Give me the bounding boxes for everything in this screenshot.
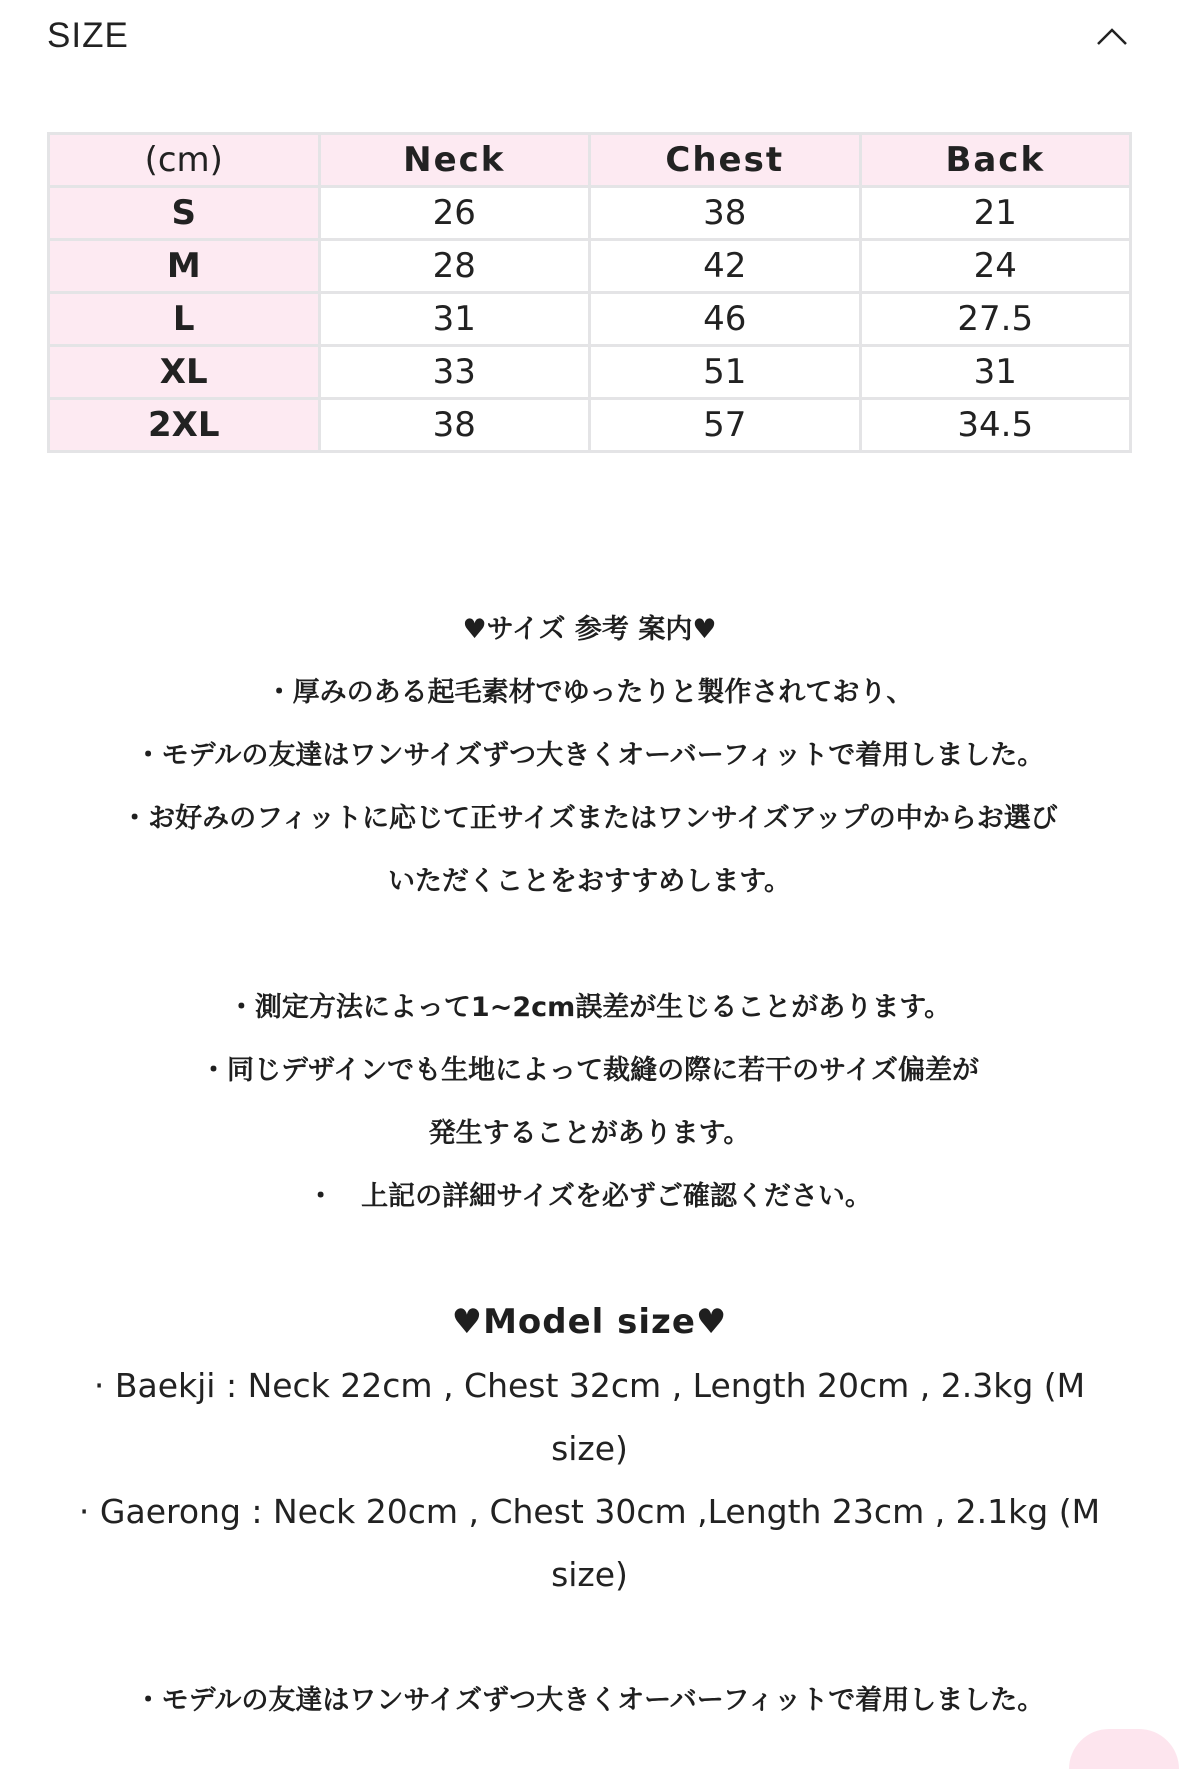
model-info-line: size)	[551, 1555, 628, 1594]
size-note-line: ・同じデザインでも生地によって裁縫の際に若干のサイズ偏差が	[200, 1055, 979, 1086]
neck-value: 31	[319, 293, 590, 346]
back-value: 27.5	[860, 293, 1131, 346]
floating-chat-button[interactable]	[1069, 1729, 1179, 1769]
size-guide-line: いただくことをおすすめします。	[387, 866, 792, 897]
chest-value: 38	[590, 187, 861, 240]
size-guide-title: ♥サイズ 参考 案内♥	[462, 614, 717, 645]
size-guide-line: ・お好みのフィットに応じて正サイズまたはワンサイズアップの中からお選び	[121, 803, 1058, 834]
size-guide-line: ・モデルの友達はワンサイズずつ大きくオーバーフィットで着用しました。	[134, 740, 1045, 771]
table-row	[49, 399, 1131, 452]
size-section-title: SIZE	[47, 16, 129, 55]
neck-value: 26	[319, 187, 590, 240]
neck-value: 38	[319, 399, 590, 452]
model-info-line: size)	[551, 1429, 628, 1468]
size-label: 2XL	[49, 399, 320, 452]
column-header-chest: Chest	[590, 134, 861, 187]
back-value: 24	[860, 240, 1131, 293]
column-header-unit: (cm)	[49, 134, 320, 187]
table-row	[49, 240, 1131, 293]
size-section-header[interactable]	[47, 10, 1132, 62]
chest-value: 46	[590, 293, 861, 346]
model-info-line: · Gaerong : Neck 20cm , Chest 30cm ,Length 23cm , 2.1kg (M	[78, 1492, 1101, 1531]
table-row	[49, 293, 1131, 346]
column-header-back: Back	[860, 134, 1131, 187]
model-fit-note: ・モデルの友達はワンサイズずつ大きくオーバーフィットで着用しました。	[134, 1685, 1045, 1716]
size-guide-section	[0, 598, 1179, 1732]
chest-value: 42	[590, 240, 861, 293]
size-label: XL	[49, 346, 320, 399]
size-guide-line: ・厚みのある起毛素材でゆったりと製作されており、	[265, 677, 914, 708]
size-label: L	[49, 293, 320, 346]
model-size-title: ♥Model size♥	[451, 1302, 728, 1342]
chest-value: 57	[590, 399, 861, 452]
size-note-line: ・ 上記の詳細サイズを必ずご確認ください。	[307, 1181, 872, 1212]
back-value: 34.5	[860, 399, 1131, 452]
size-table	[47, 132, 1132, 453]
table-row	[49, 346, 1131, 399]
spacer	[0, 1228, 1179, 1291]
column-header-neck: Neck	[319, 134, 590, 187]
spacer	[0, 1606, 1179, 1669]
neck-value: 33	[319, 346, 590, 399]
size-note-line: ・測定方法によって1~2cm誤差が生じることがあります。	[227, 992, 952, 1023]
size-note-line: 発生することがあります。	[428, 1118, 751, 1149]
size-label: S	[49, 187, 320, 240]
size-table-header-row	[49, 134, 1131, 187]
table-row	[49, 187, 1131, 240]
back-value: 21	[860, 187, 1131, 240]
back-value: 31	[860, 346, 1131, 399]
chest-value: 51	[590, 346, 861, 399]
chevron-up-icon[interactable]	[1092, 16, 1132, 56]
model-info-line: · Baekji : Neck 22cm , Chest 32cm , Length 20cm , 2.3kg (M	[93, 1366, 1086, 1405]
size-label: M	[49, 240, 320, 293]
neck-value: 28	[319, 240, 590, 293]
spacer	[0, 913, 1179, 976]
